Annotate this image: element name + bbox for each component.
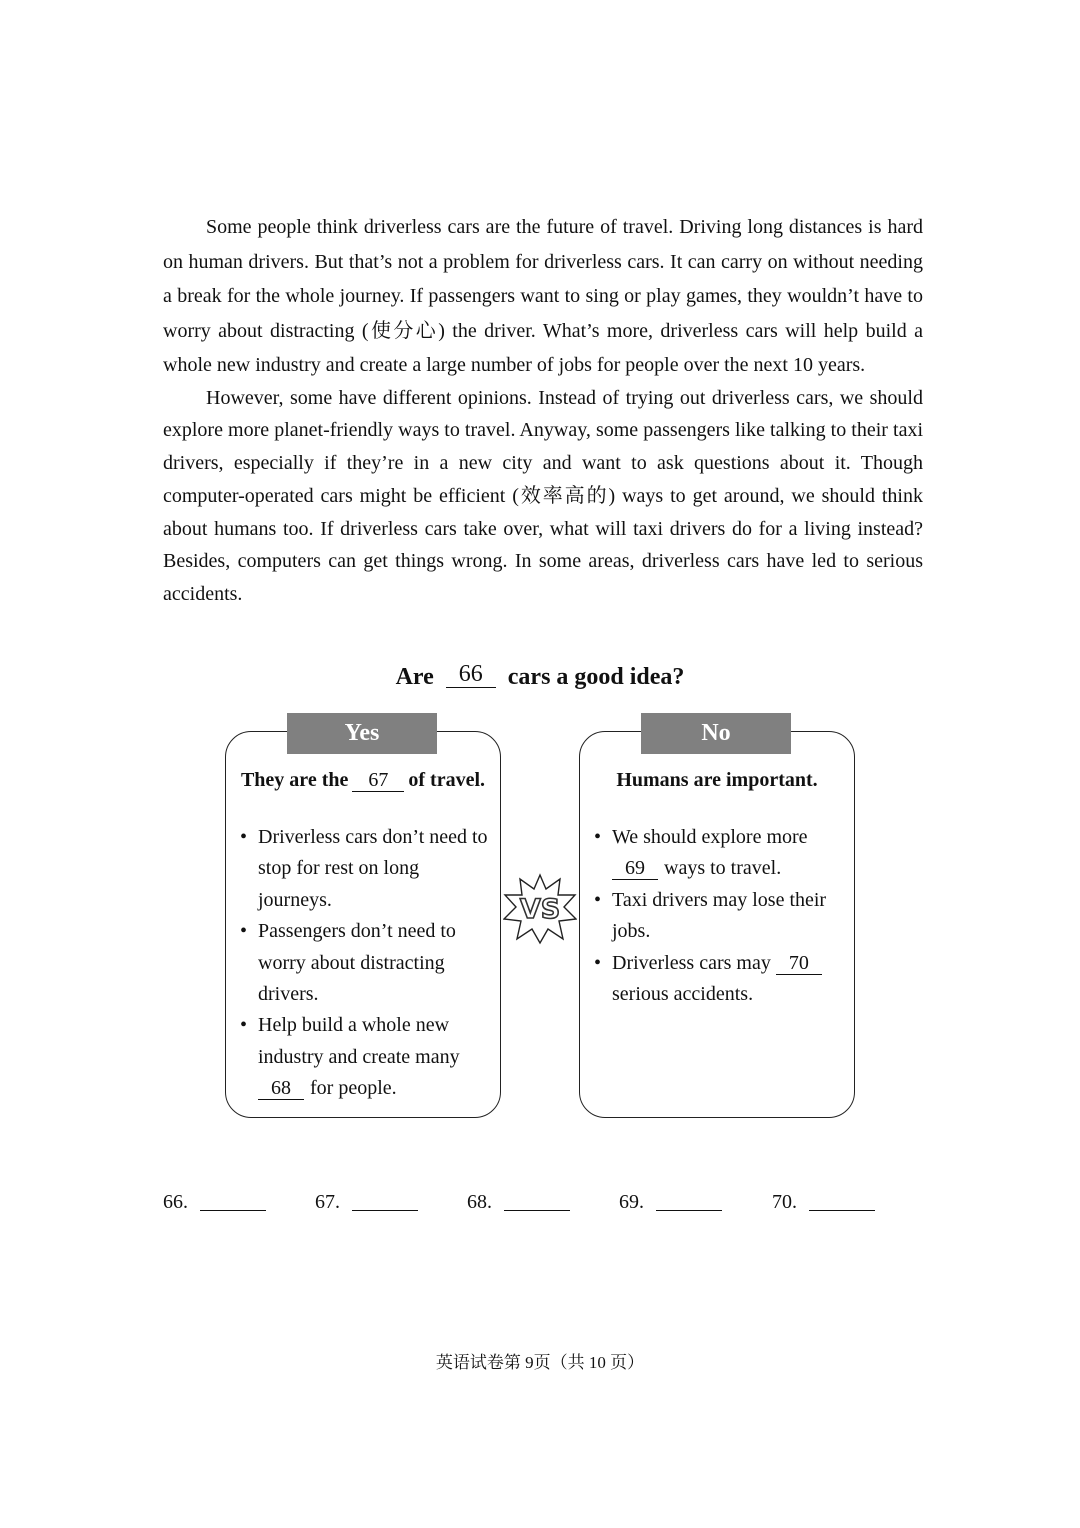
title-text-after: cars a good idea? [507, 664, 685, 690]
answer-number: 67. [315, 1191, 340, 1213]
no-heading: Humans are important. [616, 769, 818, 791]
no-points [594, 822, 846, 1010]
yes-heading-pre: They are the [240, 769, 349, 791]
yes-tab: Yes [287, 713, 437, 754]
no-point-1-pre: We should explore more [612, 826, 808, 848]
page-footer: 英语试卷第 9页（共 10 页） [435, 1353, 645, 1372]
vs-burst-icon [503, 873, 577, 945]
yes-heading [226, 769, 500, 792]
answer-68[interactable] [467, 1190, 570, 1214]
answer-line[interactable] [656, 1190, 722, 1211]
yes-points [240, 822, 492, 1105]
answer-70[interactable] [772, 1190, 875, 1214]
blank-68[interactable]: 68 [258, 1078, 304, 1100]
reading-passage [163, 210, 923, 611]
yes-heading-post: of travel. [408, 769, 486, 791]
answer-67[interactable] [315, 1190, 418, 1214]
yes-point-3-pre: Help build a whole new industry and create many [258, 1014, 460, 1068]
blank-66[interactable]: 66 [446, 662, 496, 688]
no-point-2: • Taxi drivers may lose their jobs. [594, 885, 846, 948]
passage-paragraph-2: However, some have different opinions. Instead of trying out driverless cars, we should explore more planet-friendly ways to travel. Anyway, some passengers like talking to their taxi drivers, especially if they’re in a new city and want to ask questions about it. Though computer-operated cars might be efficient (效率高的) ways to get around, we should think about humans too. If driverless cars take over, what will taxi drivers do for a living instead? Besides, computers can get things wrong. In some areas, driverless cars have led to serious accidents. [163, 386, 923, 606]
yes-point-1: • Driverless cars don’t need to stop for rest on long journeys. [240, 822, 492, 916]
answer-line[interactable] [352, 1190, 418, 1211]
answer-number: 68. [467, 1191, 492, 1213]
vs-label: VS [519, 894, 561, 925]
title-text-before: Are [395, 664, 434, 690]
answer-line[interactable] [809, 1190, 875, 1211]
answer-line[interactable] [504, 1190, 570, 1211]
no-point-1 [594, 822, 846, 885]
no-tab: No [641, 713, 791, 754]
yes-point-3 [240, 1010, 492, 1104]
answer-number: 66. [163, 1191, 188, 1213]
passage-paragraph-1: Some people think driverless cars are the future of travel. Driving long distances is hard on human drivers. But that’s not a problem for driverless cars. It can carry on without needing a break for the whole journey. If passengers want to sing or play games, they wouldn’t have to worry about distracting (使分心) the driver. What’s more, driverless cars will help build a whole new industry and create a large number of jobs for people over the next 10 years. [163, 216, 923, 376]
blank-67[interactable]: 67 [352, 770, 404, 792]
blank-70[interactable]: 70 [776, 953, 822, 975]
blank-69[interactable]: 69 [612, 858, 658, 880]
no-panel [579, 720, 855, 1118]
yes-panel [225, 720, 501, 1118]
answer-number: 70. [772, 1191, 797, 1213]
yes-point-2: • Passengers don’t need to worry about distracting drivers. [240, 916, 492, 1010]
answer-66[interactable] [163, 1190, 266, 1214]
answer-number: 69. [619, 1191, 644, 1213]
no-point-3-post: serious accidents. [612, 983, 754, 1006]
answer-69[interactable] [619, 1190, 722, 1214]
no-point-3-pre: Driverless cars may [612, 951, 771, 974]
answer-line[interactable] [200, 1190, 266, 1211]
no-point-1-post: ways to travel. [664, 857, 782, 880]
diagram-title [0, 661, 1080, 691]
yes-point-3-post: for people. [310, 1077, 397, 1100]
no-point-3 [594, 948, 846, 1011]
